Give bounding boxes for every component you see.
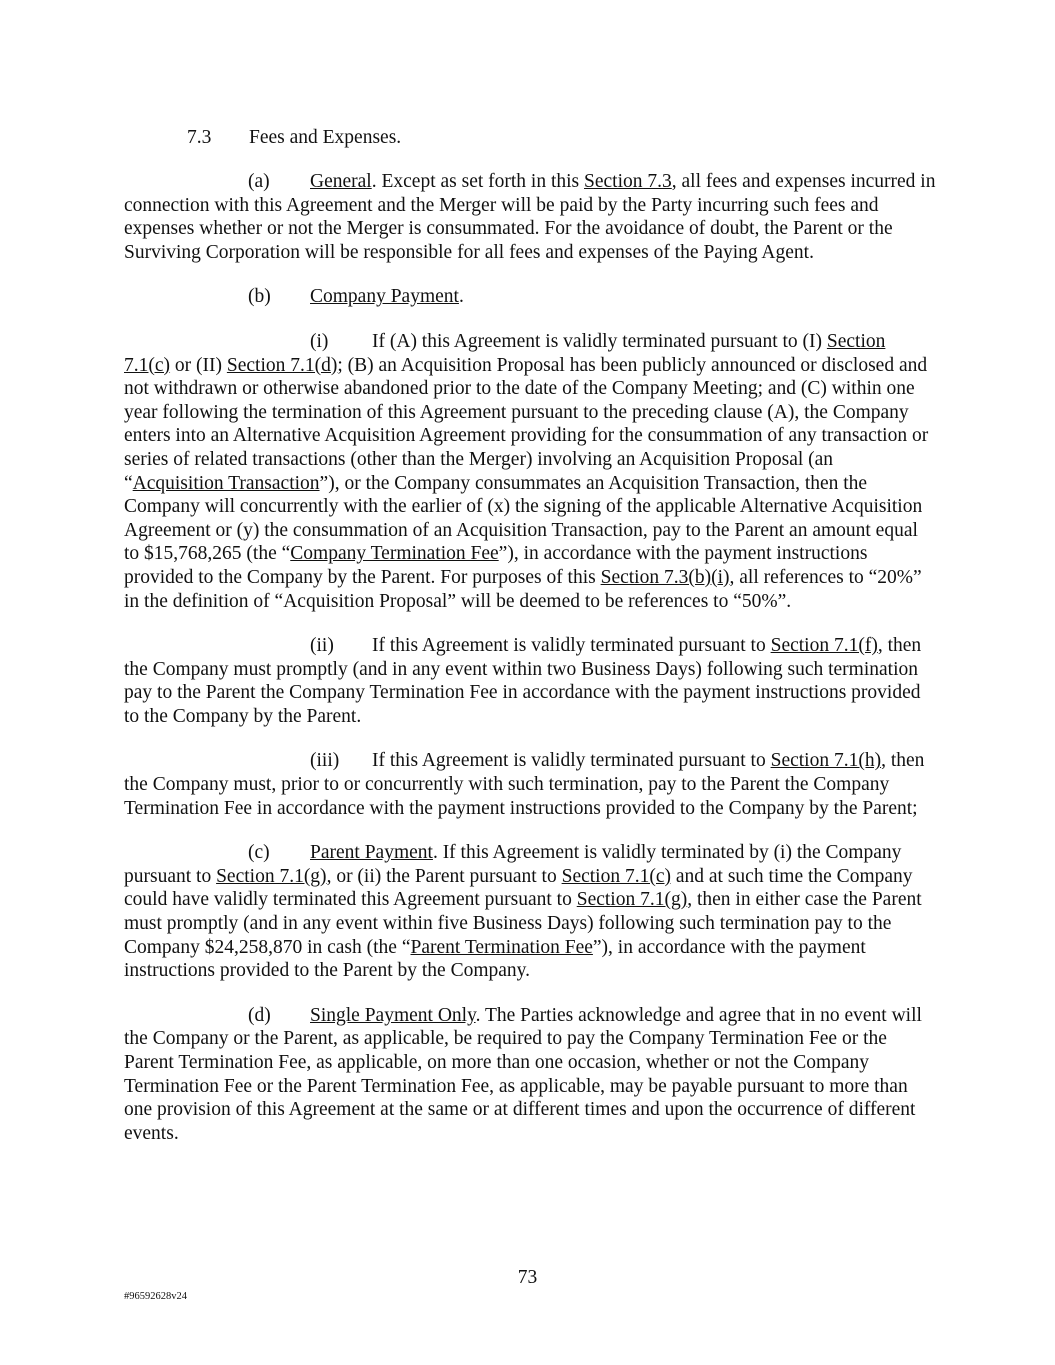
text: and at such time the Company could have validly terminated this Agreement pursuant to xyxy=(124,865,913,911)
defined-term-parent-termination-fee: Parent Termination Fee xyxy=(410,936,593,958)
ref-section-7-1-c: Section 7.1(c) xyxy=(561,865,671,887)
text: . xyxy=(458,286,464,308)
ref-section-7-3: Section 7.3 xyxy=(584,171,672,192)
paragraph-b-ii xyxy=(124,634,936,728)
paragraph-c xyxy=(124,841,936,983)
document-body xyxy=(124,170,936,1145)
text: ”), in accordance with the payment instructions provided to the Company by the Parent. For purposes of this xyxy=(124,543,868,588)
heading-company-payment: Company Payment xyxy=(310,286,459,308)
paragraph-d xyxy=(124,1004,936,1146)
ref-section-7-3-b-i: Section 7.3(b)(i) xyxy=(600,566,730,588)
paragraph-b-iii xyxy=(124,749,936,820)
label-b-iii: (iii) xyxy=(310,750,340,772)
heading-single-payment-only: Single Payment Only xyxy=(310,1004,476,1026)
text: , then in either case the Parent must promptly (and in any event within five Business Days) following such termination pay to the Company $24,258,870 in cash (the “ xyxy=(124,889,922,958)
ref-section-7-1-g: Section 7.1(g) xyxy=(576,889,688,911)
text: , or (ii) the Parent pursuant to xyxy=(326,865,562,887)
ref-section-7-1-g: Section 7.1(g) xyxy=(216,865,327,887)
text: ”), or the Company consummates an Acquisition Transaction, then the Company will concurrently with the earlier of (x) the signing of the applicable Alternative Acquisition Agreement or (y) the consummation of an Acquisition Transaction, pay to the Parent an amount equal to $15,768,265 (the “ xyxy=(124,472,923,565)
text: If this Agreement is validly terminated pursuant to xyxy=(372,750,771,772)
document-id: #96592628v24 xyxy=(124,1291,187,1302)
text: . The Parties acknowledge and agree that in no event will the Company or the Parent, as applicable, be required to pay the Company Termination Fee or the Parent Termination Fee, as applicable, on more than one occasion, whether or not the Company Termination Fee or the Parent Termination Fee, as applicable, may be payable pursuant to more than one provision of this Agreement at the same or at different times and upon the occurrence of different events. xyxy=(124,1004,922,1144)
section-heading xyxy=(187,126,401,150)
text: , all references to “20%” in the definition of “Acquisition Proposal” will be deemed to be references to “50%”. xyxy=(124,566,922,612)
ref-section-7-1-h: Section 7.1(h) xyxy=(770,750,882,772)
text: . Except as set forth in this xyxy=(371,171,585,192)
paragraph-b-i xyxy=(124,330,936,613)
text: If (A) this Agreement is validly terminated pursuant to (I) xyxy=(372,330,827,352)
defined-term-company-termination-fee: Company Termination Fee xyxy=(290,543,499,565)
section-number: 7.3 xyxy=(187,127,212,148)
section-title: Fees and Expenses. xyxy=(249,127,402,148)
page-number: 73 xyxy=(517,1267,538,1288)
text: If this Agreement is validly terminated pursuant to xyxy=(372,635,771,657)
text: , all fees and expenses incurred in connection with this Agreement and the Merger will be paid by the Party incurring such fees and expenses whether or not the Merger is consummated. For the avoidance of doubt, the Parent or the Surviving Corporation will be responsible for all fees and expenses of the Paying Agent. xyxy=(124,171,936,263)
ref-section-7-1-f: Section 7.1(f) xyxy=(770,635,878,657)
text: or (II) xyxy=(170,354,227,376)
defined-term-acquisition-transaction: Acquisition Transaction xyxy=(132,472,320,494)
text: ; (B) an Acquisition Proposal has been publicly announced or disclosed and not withdrawn or otherwise abandoned prior to the date of the Company Meeting; and (C) within one year following the termination of this Agreement pursuant to the preceding clause (A), the Company enters into an Alternative Acquisition Agreement providing for the consummation of any transaction or series of related transactions (other than the Merger) involving an Acquisition Proposal (an “ xyxy=(124,354,929,494)
heading-general: General xyxy=(310,171,372,192)
ref-section-7-1-c: Section 7.1(c) xyxy=(124,330,886,376)
label-c: (c) xyxy=(248,842,270,864)
label-d: (d) xyxy=(248,1004,271,1026)
paragraph-b xyxy=(124,285,936,309)
text: . If this Agreement is validly terminated by (i) the Company pursuant to xyxy=(124,842,902,887)
text: , then the Company must, prior to or concurrently with such termination, pay to the Parent the Company Termination Fee in accordance with the payment instructions provided to the Company by the Parent; xyxy=(124,750,925,819)
label-b: (b) xyxy=(248,286,271,308)
paragraph-a xyxy=(124,170,936,264)
heading-parent-payment: Parent Payment xyxy=(310,842,433,864)
label-a: (a) xyxy=(248,171,270,192)
text: , then the Company must promptly (and in any event within two Business Days) following such termination pay to the Parent the Company Termination Fee in accordance with the payment instructions provided to the Company by the Parent. xyxy=(124,635,922,727)
text: ”), in accordance with the payment instructions provided to the Parent by the Company. xyxy=(124,936,866,982)
label-b-ii: (ii) xyxy=(310,635,334,657)
ref-section-7-1-d: Section 7.1(d) xyxy=(226,354,338,376)
label-b-i: (i) xyxy=(310,330,329,352)
